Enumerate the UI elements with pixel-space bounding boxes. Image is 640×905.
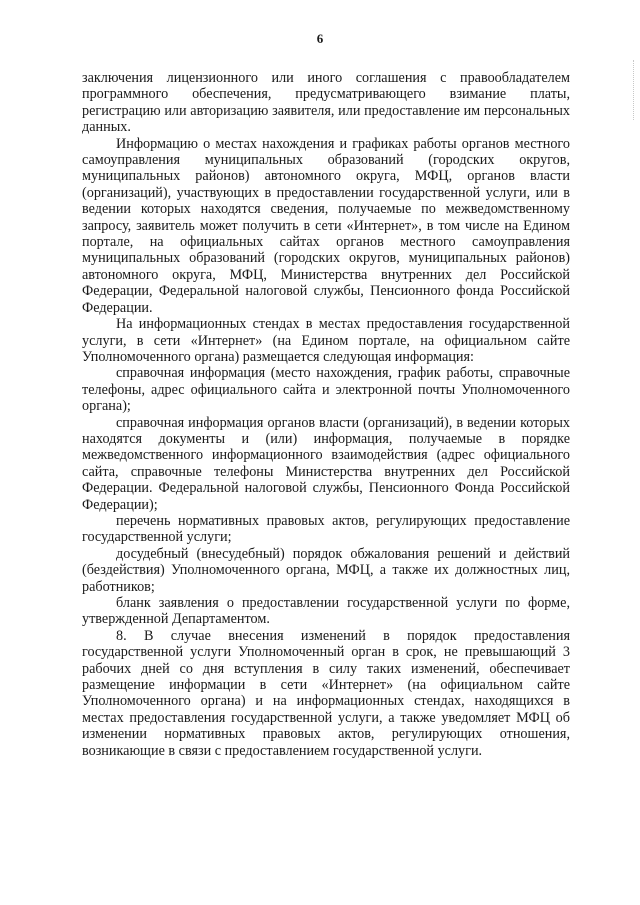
paragraph-info-locations: Информацию о местах нахождения и графиках работы органов местного самоуправления муниципальных образований (городских округов, муниципальных районов) автономного округа, МФЦ, органов власти (организаций), участвующих в предоставлении государственной услуги, или в ведении которых находятся сведения, получаемые по межведомственному запросу, заявитель может получить в сети «Интернет», в том числе на Едином портале, на официальных сайтах органов местного самоуправления муниципальных образований (городских округов, муниципальных районов) автономного округа, МФЦ, Министерства внутренних дел Российской Федерации, Федеральной налоговой службы, Пенсионного фонда Российской Федерации.: [82, 135, 570, 316]
paragraph-section-8: 8. В случае внесения изменений в порядок предоставления государственной услуги Уполномоченный орган в срок, не превышающий 3 рабочих дней со дня вступления в силу таких изменений, обеспечивает размещение информации в сети «Интернет» (на официальном сайте Уполномоченного органа) и на информационных стендах, находящихся в местах предоставления государственной услуги, а также уведомляет МФЦ об изменении нормативных правовых актов, регулирующих отношения, возникающие в связи с предоставлением государственной услуги.: [82, 627, 570, 759]
document-body: [82, 70, 570, 759]
paragraph-info-stands: На информационных стендах в местах предоставления государственной услуги, в сети «Интернет» (на Едином портале, на официальном сайте Уполномоченного органа) размещается следующая информация:: [82, 316, 570, 365]
paragraph-appeal-procedure: досудебный (внесудебный) порядок обжалования решений и действий (бездействия) Уполномоченного органа, МФЦ, а также их должностных лиц, работников;: [82, 545, 570, 595]
paragraph-continuation: заключения лицензионного или иного соглашения с правообладателем программного обеспечения, предусматривающего взимание платы, регистрацию или авторизацию заявителя, или предоставление им персональных данных.: [82, 70, 570, 136]
page-number: 6: [316, 31, 324, 46]
paragraph-agencies-info: справочная информация органов власти (организаций), в ведении которых находятся документы и (или) информация, получаемые в порядке межведомственного информационного взаимодействия (адрес официального сайта, справочные телефоны Министерства внутренних дел Российской Федерации. Федеральной налоговой службы, Пенсионного Фонда Российской Федерации);: [82, 414, 570, 513]
paragraph-application-form: бланк заявления о предоставлении государственной услуги по форме, утвержденной Департаментом.: [82, 595, 570, 628]
paragraph-reference-info: справочная информация (место нахождения, график работы, справочные телефоны, адрес официального сайта и электронной почты Уполномоченного органа);: [82, 365, 570, 415]
paragraph-legal-acts: перечень нормативных правовых актов, регулирующих предоставление государственной услуги;: [82, 512, 570, 546]
scan-edge-mark: [630, 60, 634, 120]
